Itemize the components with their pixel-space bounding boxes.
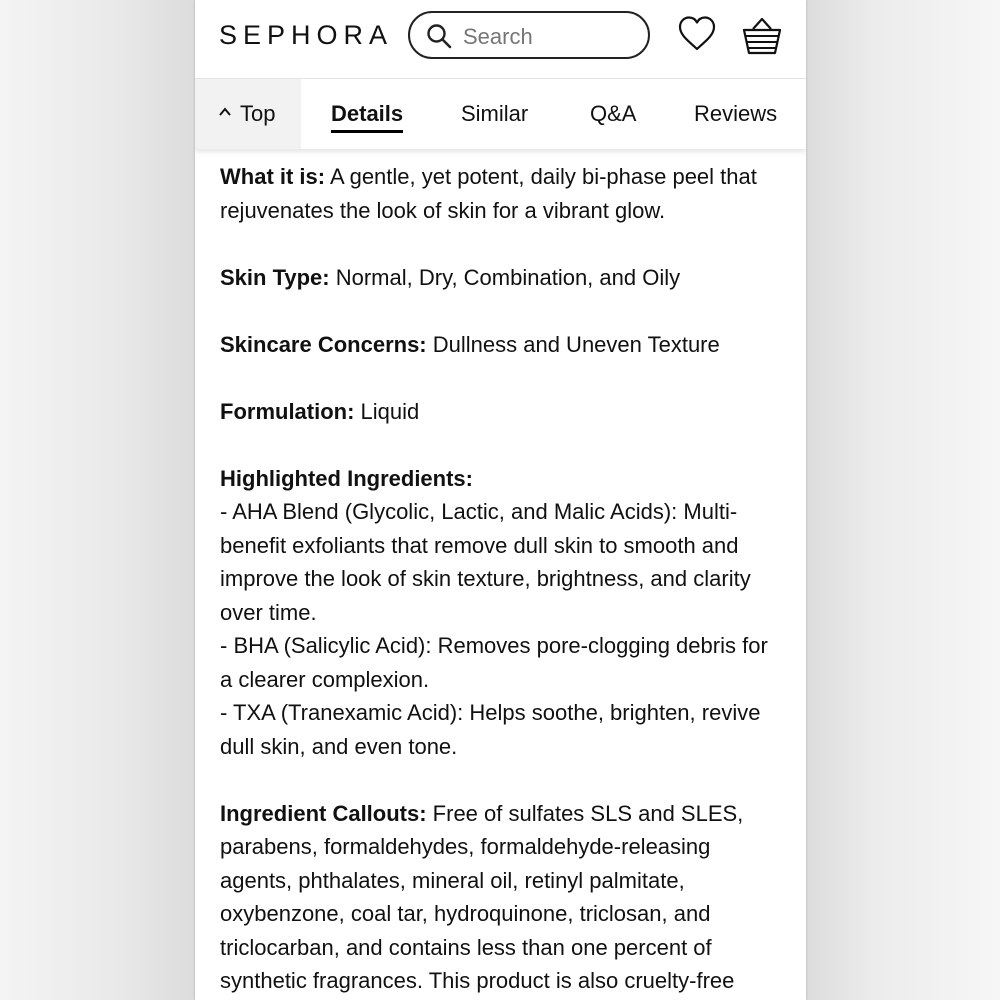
callouts-line: synthetic fragrances. This product is also cruelty-free <box>220 968 735 993</box>
tab-top-label: Top <box>240 101 276 126</box>
what-it-is-text: A gentle, yet potent, daily bi-phase peel that <box>325 164 757 189</box>
callouts-line: triclocarban, and contains less than one percent of <box>220 934 712 960</box>
search-icon <box>426 23 452 49</box>
ingredient-line: over time. <box>220 599 317 625</box>
ingredient-callouts <box>220 797 785 831</box>
chevron-up-icon <box>218 106 232 118</box>
ingredient-line: benefit exfoliants that remove dull skin to smooth and <box>220 532 739 558</box>
callouts-text: Free of sulfates SLS and SLES, <box>426 800 744 826</box>
ingredient-line: dull skin, and even tone. <box>220 733 458 759</box>
ingredient-line: improve the look of skin texture, brightness, and clarity <box>220 566 751 591</box>
formulation-value: Liquid <box>354 398 420 424</box>
concerns-value: Dullness and Uneven Texture <box>426 331 720 357</box>
skincare-concerns <box>220 328 785 362</box>
formulation-label: Formulation: <box>220 398 355 424</box>
skin-type-value: Normal, Dry, Combination, and Oily <box>329 264 681 290</box>
background-left <box>0 0 195 1000</box>
what-it-is <box>220 160 785 194</box>
what-it-is-label: What it is: <box>220 164 326 189</box>
callouts-label: Ingredient Callouts: <box>220 800 427 826</box>
product-details <box>220 160 785 998</box>
concerns-label: Skincare Concerns: <box>220 331 427 357</box>
tab-similar[interactable]: Similar <box>461 101 529 126</box>
callouts-line: agents, phthalates, mineral oil, retinyl palmitate, <box>220 867 685 893</box>
highlighted-ingredients-heading <box>220 462 785 496</box>
basket-icon[interactable] <box>741 16 783 56</box>
tab-qa[interactable]: Q&A <box>590 101 637 126</box>
ingredient-line: - TXA (Tranexamic Acid): Helps soothe, brighten, revive <box>220 700 761 725</box>
tab-top[interactable] <box>195 79 301 149</box>
callouts-line: parabens, formaldehydes, formaldehyde-releasing <box>220 834 711 859</box>
background-right <box>806 0 1000 1000</box>
tab-details[interactable]: Details <box>331 101 404 126</box>
search-input[interactable] <box>408 11 650 59</box>
top-header <box>195 0 806 79</box>
callouts-line: oxybenzone, coal tar, hydroquinone, triclosan, and <box>220 901 711 926</box>
heart-icon[interactable] <box>677 15 717 53</box>
formulation <box>220 395 785 429</box>
search-placeholder: Search <box>463 24 533 49</box>
ingredients-label: Highlighted Ingredients: <box>220 465 473 491</box>
what-it-is-line2: rejuvenates the look of skin for a vibrant glow. <box>220 197 666 223</box>
ingredient-line: - BHA (Salicylic Acid): Removes pore-clogging debris for <box>220 633 768 658</box>
skin-type <box>220 261 785 295</box>
sephora-logo[interactable]: SEPHORA <box>219 20 394 50</box>
section-tabs <box>195 79 806 149</box>
ingredient-line: a clearer complexion. <box>220 666 430 692</box>
tab-reviews[interactable]: Reviews <box>694 101 778 126</box>
skin-type-label: Skin Type: <box>220 264 330 290</box>
ingredient-line: - AHA Blend (Glycolic, Lactic, and Malic Acids): Multi- <box>220 499 738 524</box>
app-screen <box>195 0 806 1000</box>
